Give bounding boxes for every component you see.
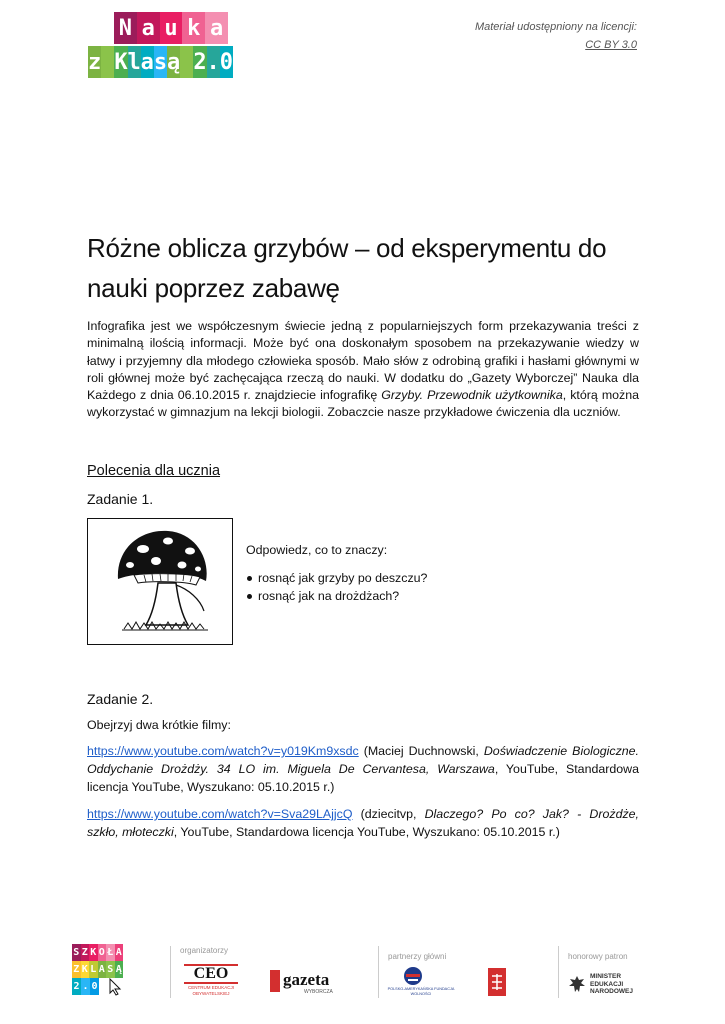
small-logo-letter: K xyxy=(81,961,90,978)
partner-red-logo xyxy=(488,968,506,996)
small-logo-row xyxy=(72,944,124,961)
ref1-title: Doświadczenie Biologiczne. Oddychanie Drożdży. 34 LO im. Miguela De Cervantesa, Warszawa xyxy=(87,744,639,776)
cursor-icon xyxy=(108,978,122,996)
small-logo-letter: Ą xyxy=(115,961,124,978)
small-logo-letter: K xyxy=(89,944,98,961)
logo-letter: 2 xyxy=(193,46,206,78)
ceo-sub: CENTRUM EDUKACJI OBYWATELSKIEJ xyxy=(187,985,234,996)
task1-heading: Zadanie 1. xyxy=(87,491,154,507)
list-item: rosnąć jak na drożdżach? xyxy=(246,587,427,605)
small-logo-letter: Z xyxy=(72,961,81,978)
ref2-source: , YouTube, Standardowa licencja YouTube, Wyszukano: 05.10.2015 r.) xyxy=(173,824,560,839)
ref1-author: (Maciej Duchnowski, xyxy=(358,744,484,758)
logo-letter: a xyxy=(141,46,154,78)
small-logo-letter: O xyxy=(98,944,107,961)
ref2-author: (dziecitvp, xyxy=(352,807,425,821)
logo-letter: a xyxy=(205,12,228,44)
intro-end: , którą można wykorzystać w gimnazjum na lekcji biologii. Zobaczcie nasze przykładowe ćwiczenia dla uczniów. xyxy=(87,388,640,420)
logo-letter: K xyxy=(114,46,127,78)
small-logo-letter: 0 xyxy=(90,978,99,995)
small-logo-letter: S xyxy=(106,961,115,978)
logo-letter: z xyxy=(88,46,101,78)
task2-heading: Zadanie 2. xyxy=(87,691,154,707)
video-reference-2 xyxy=(87,806,639,842)
patron-name: MINISTER EDUKACJI NARODOWEJ xyxy=(590,973,633,995)
task1-list xyxy=(246,569,427,605)
small-logo-letter: Ł xyxy=(106,944,115,961)
gazeta-name: gazeta xyxy=(283,970,330,989)
mushroom-illustration xyxy=(87,518,233,645)
small-logo-letter: A xyxy=(115,944,124,961)
partner-mark-icon xyxy=(488,968,506,996)
small-logo-letter: Z xyxy=(81,944,90,961)
footer-divider xyxy=(170,946,171,998)
list-item: rosnąć jak grzyby po deszczu? xyxy=(246,569,427,587)
ref2-title: Dlaczego? Po co? Jak? - Drożdże, szkło, młoteczki xyxy=(87,807,639,839)
footer-divider xyxy=(558,946,559,998)
logo-letter: ą xyxy=(167,46,180,78)
license-link[interactable]: CC BY 3.0 xyxy=(585,39,637,51)
logo-letter: u xyxy=(160,12,183,44)
intro-paragraph xyxy=(87,318,639,422)
video-link-2[interactable]: https://www.youtube.com/watch?v=Sva29LAjjcQ xyxy=(87,807,353,821)
nauka-z-klasa-logo xyxy=(88,12,233,78)
ceo-name: CEO xyxy=(184,964,238,984)
logo-letter: l xyxy=(128,46,141,78)
footer-divider xyxy=(378,946,379,998)
task1-question: Odpowiedz, co to znaczy: xyxy=(246,543,388,557)
document-title: Różne oblicza grzybów – od eksperymentu do nauki poprzez zabawę xyxy=(87,233,607,303)
logo-letter: N xyxy=(114,12,137,44)
section-heading: Polecenia dla ucznia xyxy=(87,463,221,479)
video-link-1[interactable]: https://www.youtube.com/watch?v=y019Km9xsdc xyxy=(87,744,359,758)
small-logo-letter: A xyxy=(98,961,107,978)
pafw-icon xyxy=(402,966,424,986)
gazeta-mark xyxy=(270,970,280,992)
label-organizers: organizatorzy xyxy=(180,946,229,955)
logo-letter: k xyxy=(182,12,205,44)
logo-row-nauka xyxy=(114,12,228,44)
logo-letter: a xyxy=(137,12,160,44)
video-reference-1 xyxy=(87,743,639,796)
logo-letter xyxy=(101,46,114,78)
ref1-source: , YouTube, Standardowa licencja YouTube, Wyszukano: 05.10.2015 r.) xyxy=(87,761,639,794)
mushroom-icon xyxy=(88,519,232,644)
logo-letter: 0 xyxy=(220,46,233,78)
gazeta-sub: WYBORCZA xyxy=(304,989,333,995)
logo-letter: s xyxy=(154,46,167,78)
logo-row-z-klasa xyxy=(88,46,233,78)
logo-letter xyxy=(180,46,193,78)
small-logo-letter: 2 xyxy=(72,978,81,995)
task2-instruction: Obejrzyj dwa krótkie filmy: xyxy=(87,718,231,732)
logo-letter: . xyxy=(207,46,220,78)
intro-text: Infografika jest we współczesnym świecie jedną z popularniejszych form przekazywania treści z minimalną ilością informacji. Może być ona doskonałym sposobem na przekazywanie wiedzy w łatwy i przyjemny dla młodego człowieka sposób. Mało słów z odrobiną grafiki i hasłami głównymi w roli głównej może być zachęcająca rzeczą do nauki. W dodatku do „Gazety Wyborczej” Nauka dla Każdego z dnia 06.10.2015 r. znajdziecie infografikę xyxy=(87,319,639,403)
license-text: Materiał udostępniony na licencji: xyxy=(474,21,637,33)
label-patron: honorowy patron xyxy=(568,952,628,961)
small-logo-letter: . xyxy=(81,978,90,995)
ceo-logo xyxy=(184,964,238,997)
label-partners: partnerzy główni xyxy=(388,952,447,961)
pafw-logo xyxy=(386,966,456,996)
small-logo-letter: S xyxy=(72,944,81,961)
license-note xyxy=(475,18,637,54)
intro-italic: Grzyby. Przewodnik użytkownika xyxy=(381,388,563,403)
small-logo-letter: L xyxy=(89,961,98,978)
small-logo-row xyxy=(72,961,124,978)
pafw-sub: POLSKO-AMERYKAŃSKA FUNDACJA WOLNOŚCI xyxy=(387,987,455,996)
eagle-emblem-icon xyxy=(568,974,586,994)
gazeta-logo xyxy=(270,970,333,996)
